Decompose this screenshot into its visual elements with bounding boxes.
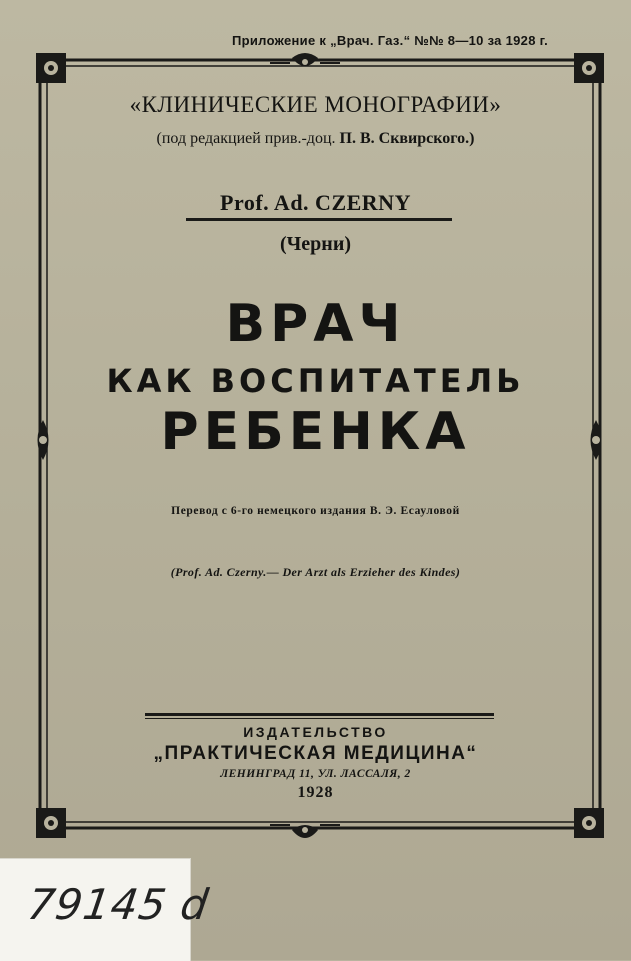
publication-year: 1928 bbox=[297, 784, 334, 801]
editor-name: П. В. Сквирского.) bbox=[339, 130, 475, 147]
book-title-line-3: РЕБЕНКА bbox=[160, 402, 471, 462]
supplement-note: Приложение к „Врач. Газ.“ №№ 8—10 за 1928 г. bbox=[232, 33, 548, 48]
shelfmark: 79145 d bbox=[24, 880, 213, 929]
publisher-label: ИЗДАТЕЛЬСТВО bbox=[243, 724, 388, 740]
publisher-rule-thin bbox=[145, 718, 494, 719]
series-title: «КЛИНИЧЕСКИЕ МОНОГРАФИИ» bbox=[129, 92, 502, 117]
book-title-line-2: КАК ВОСПИТАТЕЛЬ bbox=[106, 362, 525, 400]
book-title-line-1: ВРАЧ bbox=[225, 294, 406, 354]
translation-note: Перевод с 6-го немецкого издания В. Э. Есауловой bbox=[171, 505, 460, 517]
author-latin: Prof. Ad. CZERNY bbox=[220, 190, 411, 215]
publisher-address: ЛЕНИНГРАД 11, УЛ. ЛАССАЛЯ, 2 bbox=[220, 768, 411, 780]
author-underline bbox=[186, 218, 452, 221]
author-cyrillic: (Черни) bbox=[279, 233, 352, 255]
publisher-rule-thick bbox=[145, 713, 494, 716]
publisher-name: „ПРАКТИЧЕСКАЯ МЕДИЦИНА“ bbox=[153, 743, 478, 764]
editor-prefix: (под редакцией прив.-доц. bbox=[156, 130, 336, 147]
original-title: (Prof. Ad. Czerny.— Der Arzt als Erzieher des Kindes) bbox=[170, 565, 461, 579]
series-editor bbox=[0, 130, 631, 148]
